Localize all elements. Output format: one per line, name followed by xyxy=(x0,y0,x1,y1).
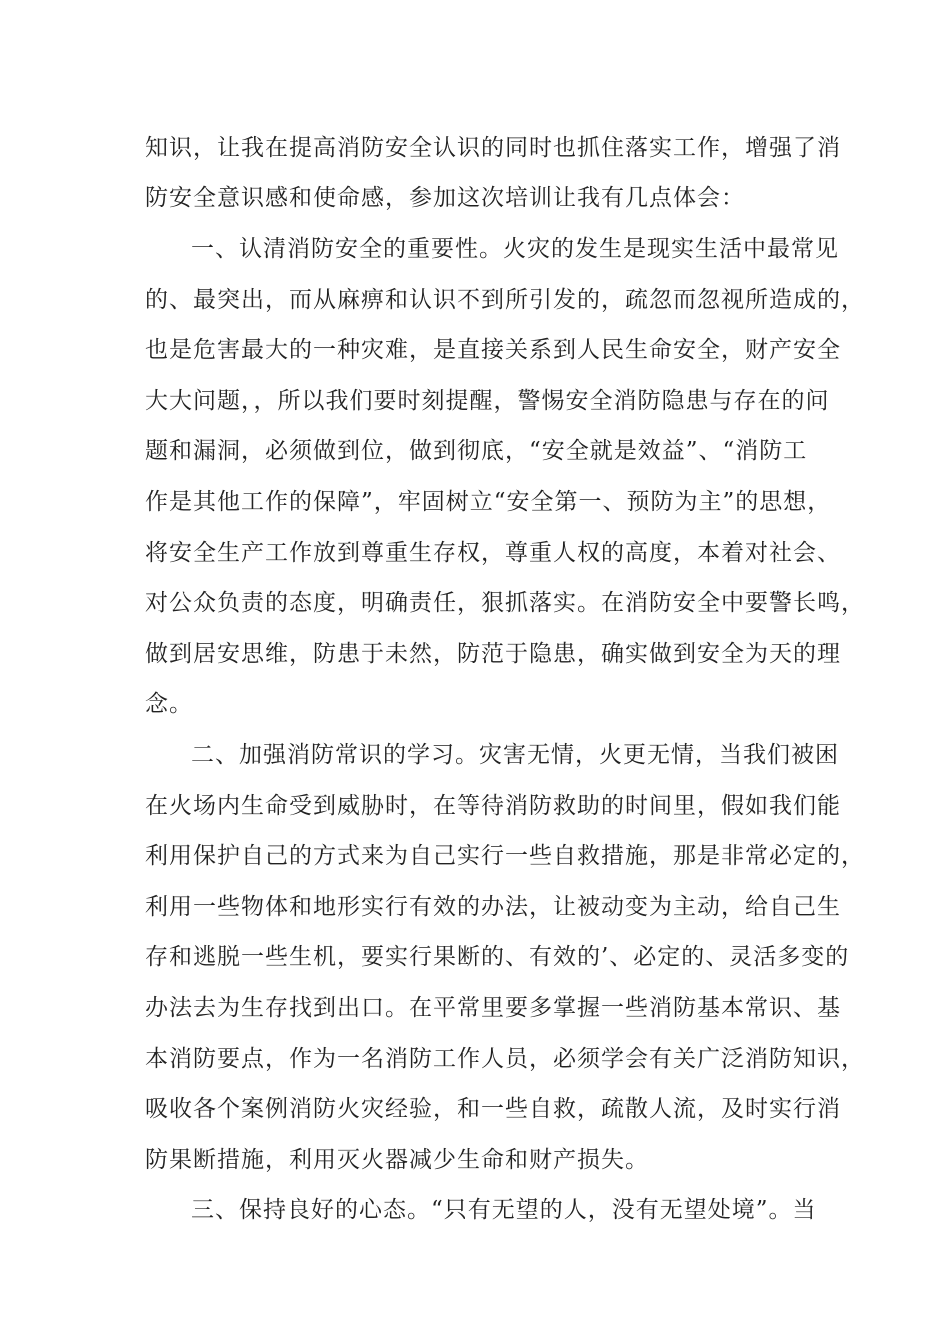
text-line: 对公众负责的态度，明确责任，狠抓落实。在消防安全中要警长鸣， xyxy=(145,590,865,616)
text-line: 的、最突出，而从麻痹和认识不到所引发的，疏忽而忽视所造成的， xyxy=(145,287,865,313)
text-line: 利用保护自己的方式来为自己实行一些自救措施，那是非常必定的， xyxy=(145,843,865,869)
text-line: 存和逃脱一些生机，要实行果断的、有效的’、必定的、灵活多变的 xyxy=(145,944,850,970)
text-line: 大大问题，，所以我们要时刻提醒，警惕安全消防隐患与存在的问 xyxy=(145,388,830,414)
text-line: 办法去为生存找到出口。在平常里要多掌握一些消防基本常识、基 xyxy=(145,995,841,1021)
text-line: 题和漏洞，必须做到位，做到彻底，“安全就是效益”、“消防工 xyxy=(145,438,808,464)
paragraph-heading-line: 一、认清消防安全的重要性。火灾的发生是现实生活中最常见 xyxy=(191,236,839,262)
text-line: 防安全意识感和使命感，参加这次培训让我有几点体会： xyxy=(145,185,745,211)
paragraph-heading-line: 三、保持良好的心态。“只有无望的人，没有无望处境”。当 xyxy=(191,1197,817,1223)
text-line: 将安全生产工作放到尊重生存权，尊重人权的高度，本着对社会、 xyxy=(145,540,841,566)
text-line: 念。 xyxy=(145,691,193,717)
text-line: 作是其他工作的保障”，牢固树立“安全第一、预防为主”的思想， xyxy=(145,489,832,515)
text-line: 在火场内生命受到威胁时，在等待消防救助的时间里，假如我们能 xyxy=(145,793,841,819)
text-line: 也是危害最大的一种灾难，是直接关系到人民生命安全，财产安全 xyxy=(145,337,841,363)
text-line: 做到居安思维，防患于未然，防范于隐患，确实做到安全为天的理 xyxy=(145,641,841,667)
text-line: 本消防要点，作为一名消防工作人员，必须学会有关广泛消防知识， xyxy=(145,1046,865,1072)
text-line: 吸收各个案例消防火灾经验，和一些自救，疏散人流，及时实行消 xyxy=(145,1096,841,1122)
text-line: 知识，让我在提高消防安全认识的同时也抓住落实工作，增强了消 xyxy=(145,135,841,161)
paragraph-heading-line: 二、加强消防常识的学习。灾害无情，火更无情，当我们被困 xyxy=(191,742,839,768)
text-line: 利用一些物体和地形实行有效的办法，让被动变为主动，给自己生 xyxy=(145,894,841,920)
text-line: 防果断措施，利用灭火器减少生命和财产损失。 xyxy=(145,1147,649,1173)
